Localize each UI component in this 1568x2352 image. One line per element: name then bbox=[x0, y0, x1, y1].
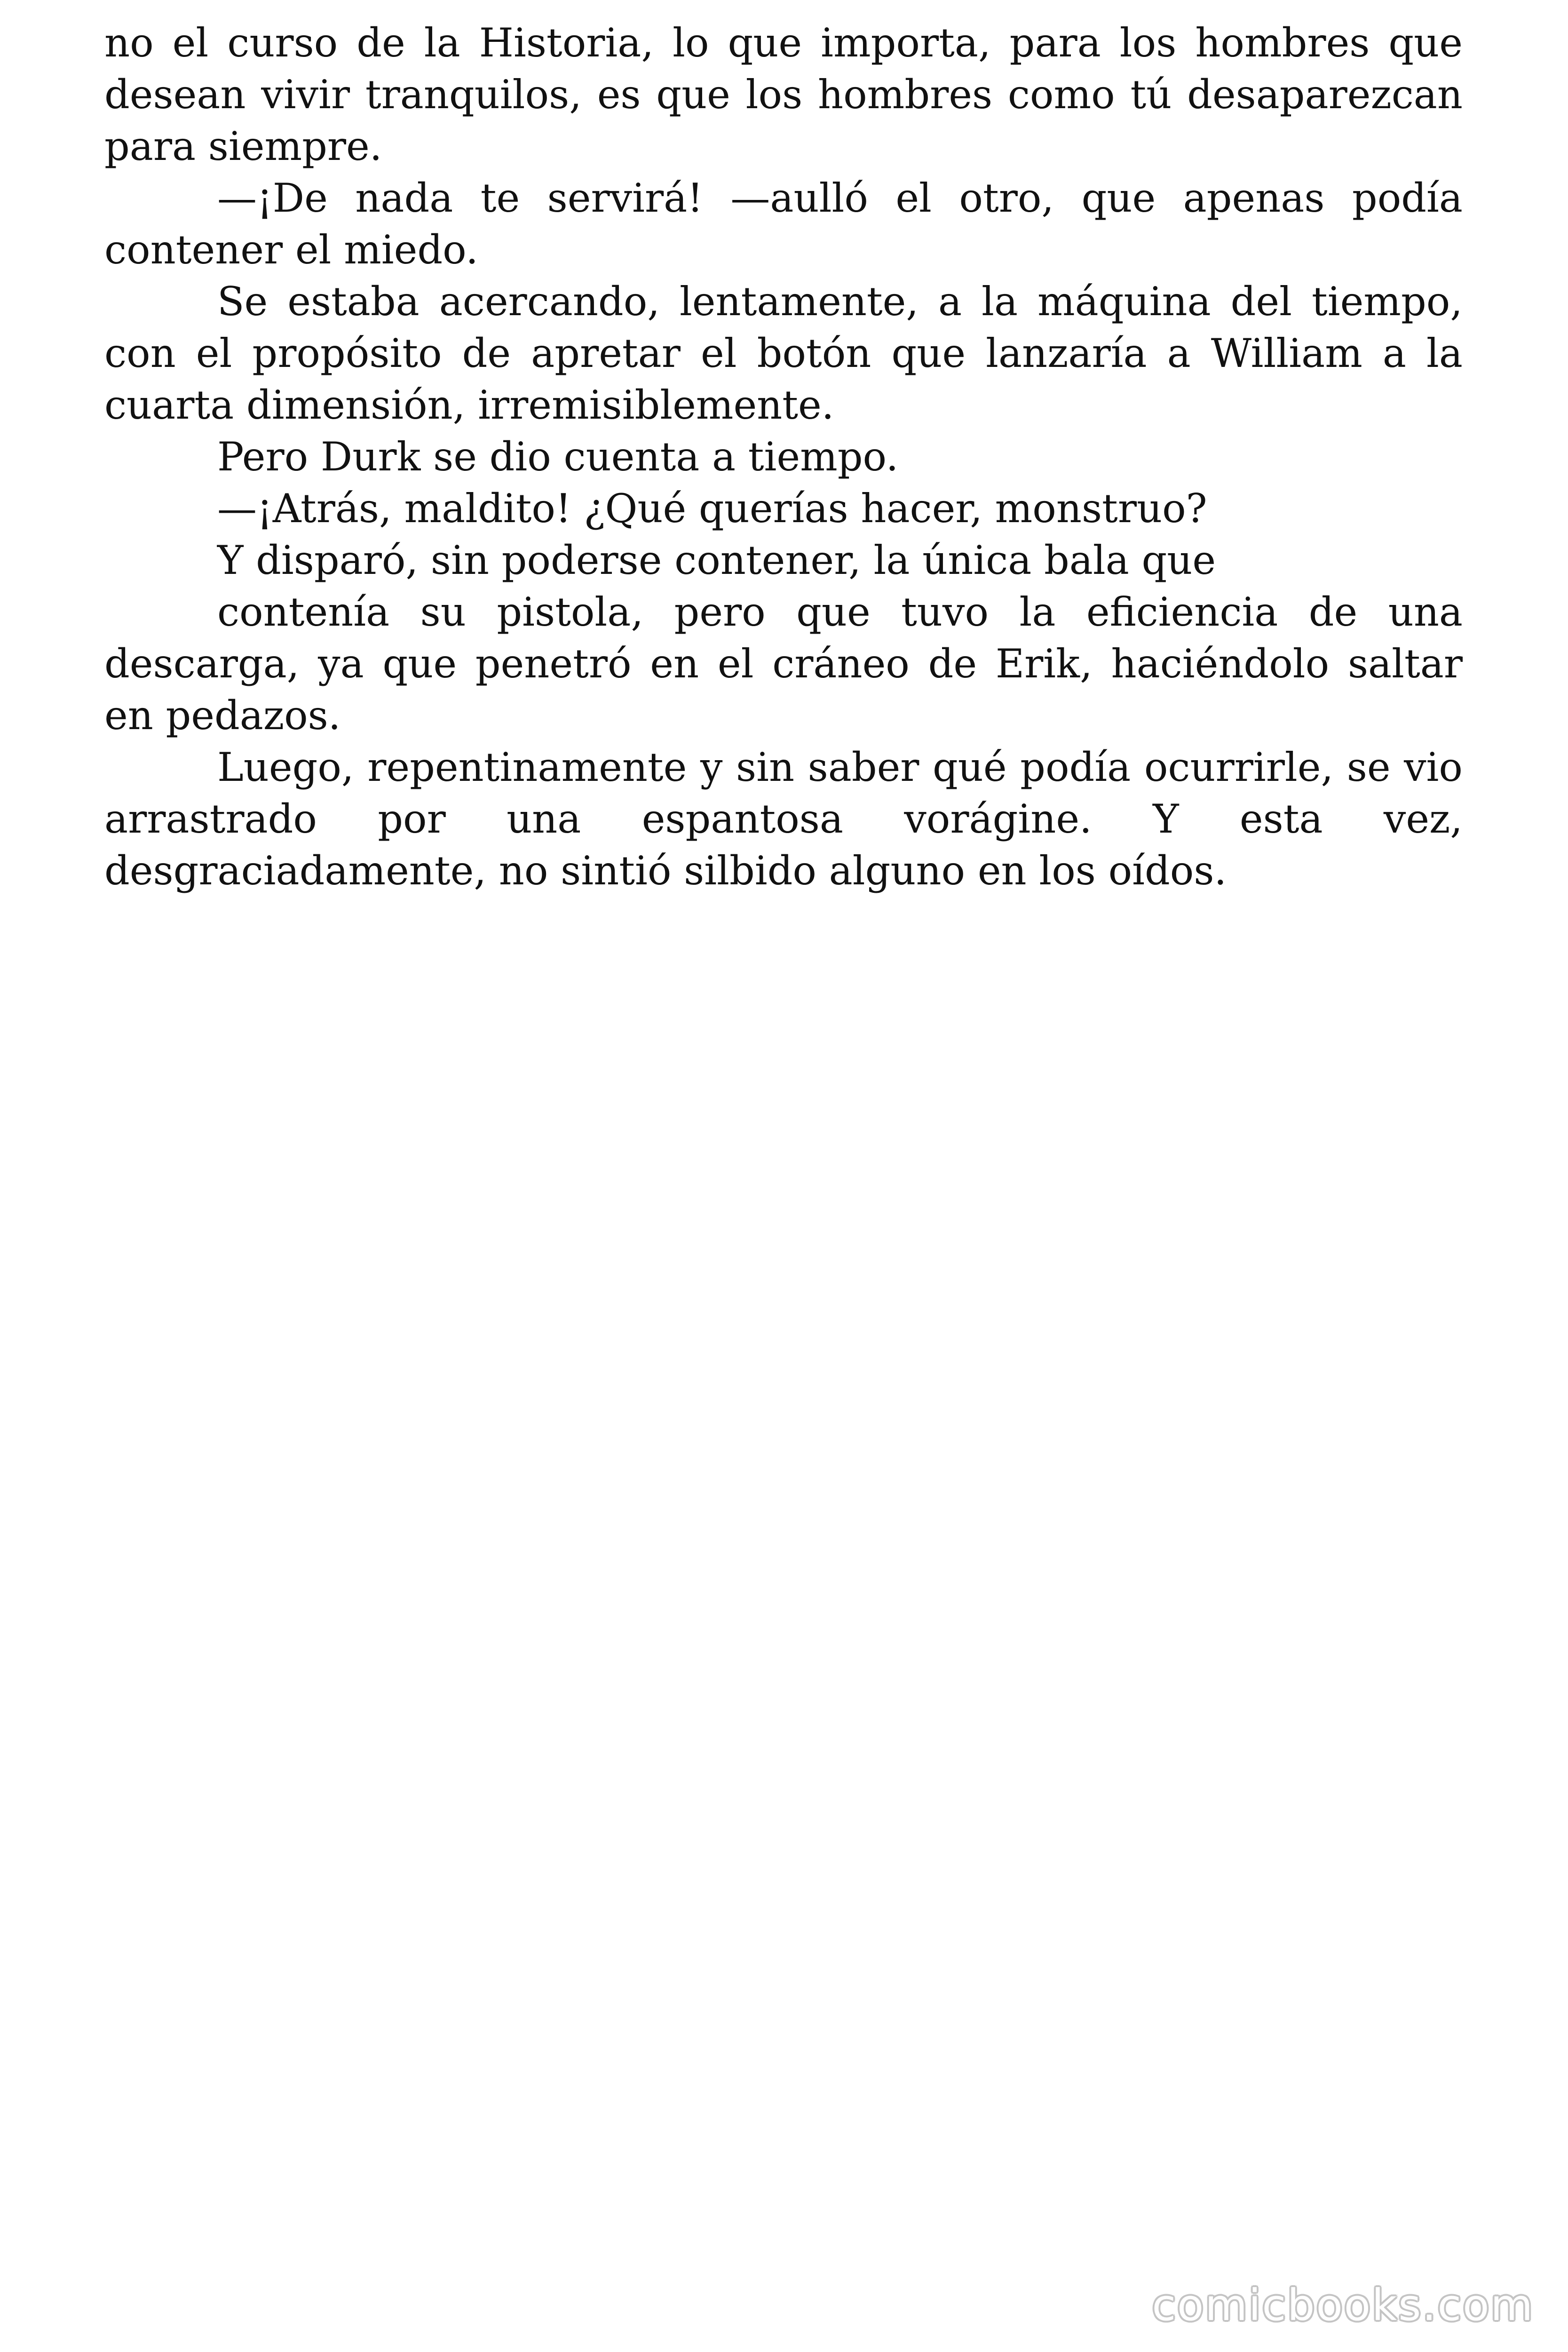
page-body bbox=[104, 17, 1463, 897]
paragraph: —¡De nada te servirá! —aulló el otro, que apenas podía contener el miedo. bbox=[104, 175, 1463, 273]
paragraph: Y disparó, sin poderse contener, la única bala que bbox=[217, 537, 1216, 583]
paragraph: contenía su pistola, pero que tuvo la eficiencia de una descarga, ya que penetró en el cráneo de Erik, haciéndolo saltar en pedazos. bbox=[104, 589, 1463, 739]
watermark: comicbooks.com bbox=[1152, 2280, 1534, 2330]
paragraph: —¡Atrás, maldito! ¿Qué querías hacer, monstruo? bbox=[217, 485, 1207, 532]
paragraph: Se estaba acercando, lentamente, a la máquina del tiempo, con el propósito de apretar el botón que lanzaría a William a la cuarta dimensión, irremisiblemente. bbox=[104, 278, 1463, 428]
paragraph: Pero Durk se dio cuenta a tiempo. bbox=[217, 434, 899, 480]
paragraph: Luego, repentinamente y sin saber qué podía ocurrirle, se vio arrastrado por una espantosa vorágine. Y esta vez, desgraciadamente, no sintió silbido alguno en los oídos. bbox=[104, 744, 1463, 894]
paragraph: no el curso de la Historia, lo que importa, para los hombres que desean vivir tranquilos, es que los hombres como tú desaparezcan para siempre. bbox=[104, 20, 1463, 169]
